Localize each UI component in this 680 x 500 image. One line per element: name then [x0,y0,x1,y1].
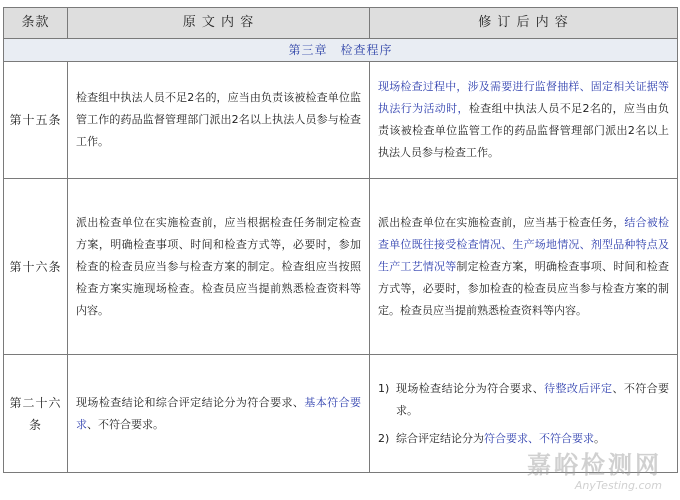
revised-text-highlight: 结合被检查单位既往接受检查情况、生产场地情况、剂型品种特点及生产工艺情况等 [378,215,670,273]
revised-text-highlight: 现场检查过程中，涉及需要进行监督抽样、固定相关证据等执法行为活动时， [378,80,669,115]
list-item-text [396,378,669,422]
revised-text: 。 [594,431,605,445]
watermark-url: AnyTesting.com [574,479,662,492]
original-text: 检查组中执法人员不足2名的，应当由负责该被检查单位监管工作的药品监督管理部门派出2名以上执法人员参与检查工作。 [76,91,361,148]
revised-text-cell [370,355,678,473]
watermark-title: 嘉峪检测网 [527,451,662,479]
list-item-text [396,428,669,450]
list-item [378,428,669,450]
clause-cell: 第二十六条 [4,355,68,473]
original-text: 派出检查单位在实施检查前，应当根据检查任务制定检查方案，明确检查事项、时间和检查方式等，必要时，参加检查的检查员应当参与检查方案的制定。检查组应当按照检查方案实施现场检查。检查员应当提前熟悉检查资料等内容。 [76,215,361,317]
list-item [378,378,669,422]
revised-text-highlight: 符合要求、不符合要求 [484,431,594,445]
original-text: 、不符合要求。 [87,417,164,431]
original-text-cell [68,355,370,473]
header-revised: 修 订 后 内 容 [370,8,678,39]
revised-text-cell [370,62,678,179]
revised-text: 现场检查结论分为符合要求、 [396,381,545,395]
revised-text-highlight: 待整改后评定 [544,381,613,395]
header-row [4,8,678,39]
clause-cell: 第十六条 [4,179,68,355]
original-text-cell [68,179,370,355]
list-item-number: 1) [378,381,390,395]
revised-text: 、不符合要求。 [396,381,670,417]
revised-text: 检查组中执法人员不足2名的，应当由负责该被检查单位监管工作的药品监督管理部门派出2名以上执法人员参与检查工作。 [378,102,670,159]
clause-cell: 第十五条 [4,62,68,179]
revised-text: 派出检查单位在实施检查前，应当基于检查任务， [378,215,625,229]
chapter-title: 第三章 检查程序 [4,39,678,62]
table-row [4,355,678,473]
original-text-highlight: 基本符合要求 [76,395,362,431]
revised-text: 制定检查方案，明确检查事项、时间和检查方式等，必要时，参加检查的检查员应当参与检查方案的制定。检查员应当提前熟悉检查资料等内容。 [378,259,670,317]
table-row [4,62,678,179]
header-clause: 条款 [4,8,68,39]
table-row [4,179,678,355]
original-text: 现场检查结论和综合评定结论分为符合要求、 [76,395,305,409]
revised-text: 综合评定结论分为 [396,431,484,445]
chapter-row [4,39,678,62]
original-text-cell [68,62,370,179]
revised-text-cell [370,179,678,355]
header-original: 原 文 内 容 [68,8,370,39]
list-item-number: 2) [378,431,390,445]
comparison-table [3,7,678,473]
